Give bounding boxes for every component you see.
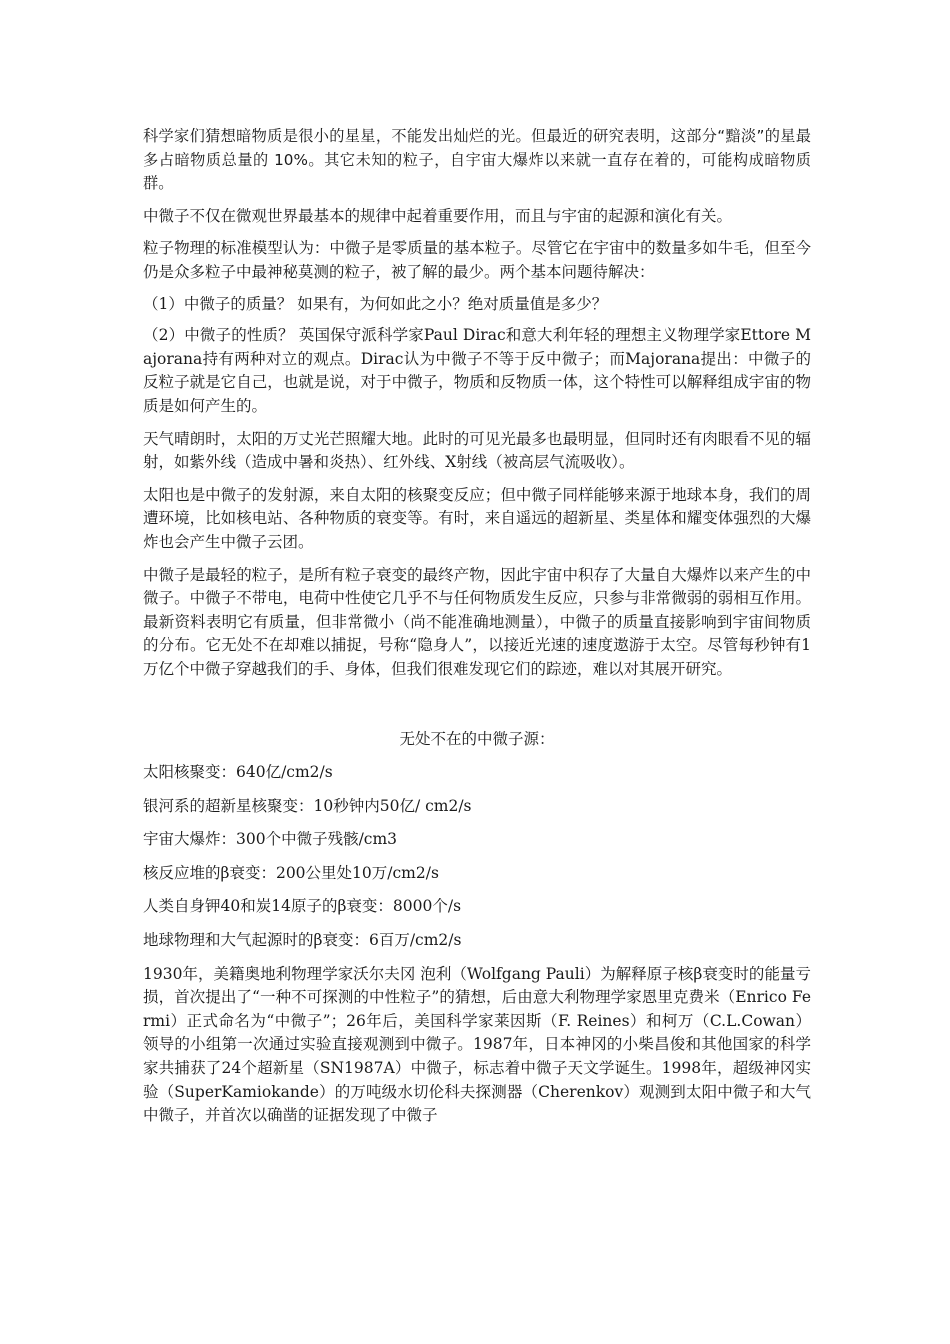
paragraph-question-mass: （1）中微子的质量？ 如果有，为何如此之小？绝对质量值是多少？: [143, 294, 608, 313]
source-item-reactor: 核反应堆的β衰变：200公里处10万/cm2/s: [143, 863, 439, 882]
paragraph-lightest-particle: 中微子是最轻的粒子，是所有粒子衰变的最终产物，因此宇宙中积存了大量自大爆炸以来产生的中微子。中微子不带电，电荷中性使它几乎不与任何物质发生反应，只参与非常微弱的弱相互作用。最新资料表明它有质量，但非常微小（尚不能准确地测量），中微子的质量直接影响到宇宙间物质的分布。它无处不在却难以捕捉，号称“隐身人”，以接近光速的速度遨游于太空。尽管每秒钟有1万亿个中微子穿越我们的手、身体，但我们很难发现它们的踪迹，难以对其展开研究。: [143, 565, 811, 678]
source-item-geophysics: 地球物理和大气起源时的β衰变：6百万/cm2/s: [143, 931, 462, 950]
paragraph-dark-matter: 科学家们猜想暗物质是很小的星星，不能发出灿烂的光。但最近的研究表明，这部分“黯淡”的星最多占暗物质总量的 10%。其它未知的粒子，自宇宙大爆炸以来就一直存在着的，可能构成暗物质群。: [143, 127, 811, 193]
document-body: [143, 125, 811, 1128]
source-item-big-bang: 宇宙大爆炸：300个中微子残骸/cm3: [143, 830, 398, 849]
paragraph-history: 1930年，美籍奥地利物理学家沃尔夫冈 泡利（Wolfgang Pauli）为解释原子核β衰变时的能量亏损，首次提出了“一种不可探测的中性粒子”的猜想，后由意大利物理学家恩里克费米（Enrico Fermi）正式命名为“中微子”；26年后，美国科学家莱因斯（F. Reines）和柯万（C.L.Cowan）领导的小组第一次通过实验直接观测到中微子。1987年，日本神冈的小柴昌俊和其他国家的科学家共捕获了24个超新星（SN1987A）中微子，标志着中微子天文学诞生。1998年，超级神冈实验（SuperKamiokande）的万吨级水切伦科夫探测器（Cherenkov）观测到太阳中微子和大气中微子，并首次以确凿的证据发现了中微子: [143, 964, 811, 1125]
paragraph-neutrino-role: 中微子不仅在微观世界最基本的规律中起着重要作用，而且与宇宙的起源和演化有关。: [143, 206, 733, 225]
source-item-human-body: 人类自身钾40和炭14原子的β衰变：8000个/s: [143, 897, 462, 916]
paragraph-neutrino-sources: 太阳也是中微子的发射源，来自太阳的核聚变反应；但中微子同样能够来源于地球本身，我们的周遭环境，比如核电站、各种物质的衰变等。有时，来自遥远的超新星、类星体和耀变体强烈的大爆炸也会产生中微子云团。: [143, 485, 811, 551]
source-item-solar-fusion: 太阳核聚变：640亿/cm2/s: [143, 763, 333, 782]
paragraph-standard-model: 粒子物理的标准模型认为：中微子是零质量的基本粒子。尽管它在宇宙中的数量多如牛毛，但至今仍是众多粒子中最神秘莫测的粒子，被了解的最少。两个基本问题待解决：: [143, 239, 811, 281]
paragraph-question-nature: （2）中微子的性质？ 英国保守派科学家Paul Dirac和意大利年轻的理想主义物理学家Ettore Majorana持有两种对立的观点。Dirac认为中微子不等于反中微子；而Majorana提出：中微子的反粒子就是它自己，也就是说，对于中微子，物质和反物质一体，这个特性可以解释组成宇宙的物质是如何产生的。: [143, 326, 811, 415]
paragraph-sunlight: 天气晴朗时，太阳的万丈光芒照耀大地。此时的可见光最多也最明显，但同时还有肉眼看不见的辐射，如紫外线（造成中暑和炎热）、红外线、X射线（被高层气流吸收）。: [143, 429, 811, 472]
section-heading: 无处不在的中微子源：: [399, 730, 555, 749]
source-item-supernova: 银河系的超新星核聚变：10秒钟内50亿/ cm2/s: [143, 796, 472, 815]
